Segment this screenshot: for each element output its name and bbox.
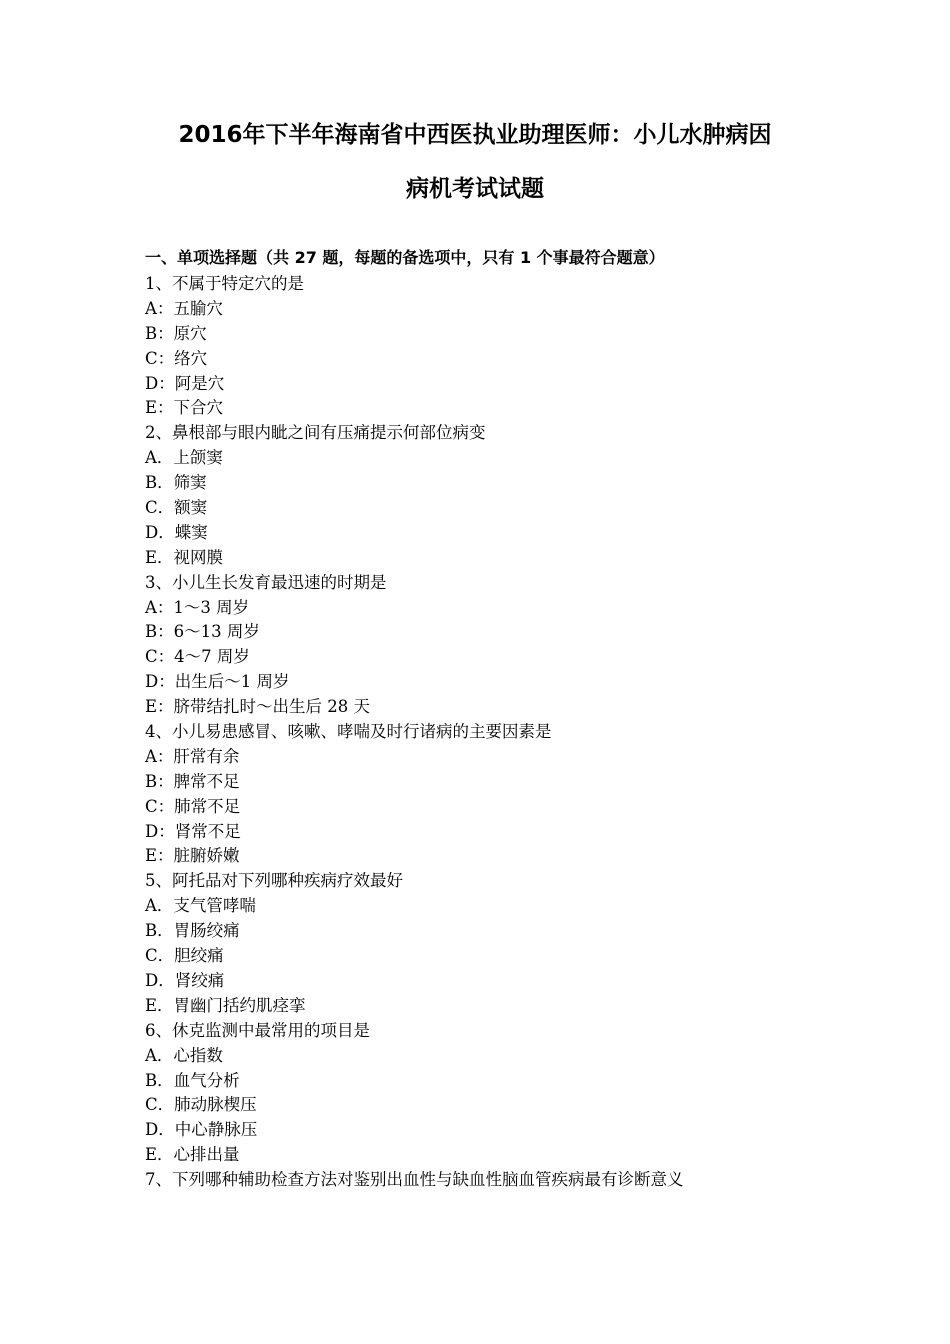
question-stem: 2、鼻根部与眼内眦之间有压痛提示何部位病变 [145,423,486,443]
answer-option: C：肺常不足 [145,796,241,816]
answer-option: A：1～3 周岁 [145,597,250,617]
question-stem: 7、下列哪种辅助检查方法对鉴别出血性与缺血性脑血管疾病最有诊断意义 [145,1170,684,1190]
answer-option: D．蝶窦 [145,522,208,542]
answer-option: E：下合穴 [145,398,224,418]
answer-option: C．肺动脉楔压 [145,1095,257,1115]
answer-option: D：阿是穴 [145,373,225,393]
answer-option: C：络穴 [145,348,208,368]
question-stem: 4、小儿易患感冒、咳嗽、哮喘及时行诸病的主要因素是 [145,722,552,742]
answer-option: A：肝常有余 [145,746,240,766]
document-title-line-2: 病机考试试题 [406,176,544,202]
question-list [145,272,905,1193]
answer-option: A：五腧穴 [145,298,223,318]
question-stem: 6、休克监测中最常用的项目是 [145,1020,370,1040]
answer-option: B：原穴 [145,323,207,343]
answer-option: E：脏腑娇嫩 [145,846,240,866]
answer-option: B：6～13 周岁 [145,622,260,642]
answer-option: D：出生后～1 周岁 [145,672,290,692]
answer-option: B：脾常不足 [145,771,240,791]
answer-option: A．支气管哮喘 [145,896,256,916]
answer-option: E．视网膜 [145,547,224,567]
question-stem: 3、小儿生长发育最迅速的时期是 [145,572,387,592]
question-stem: 5、阿托品对下列哪种疾病疗效最好 [145,871,403,891]
answer-option: D．肾绞痛 [145,970,225,990]
section-heading: 一、单项选择题（共 27 题，每题的备选项中，只有 1 个事最符合题意） [145,248,665,267]
question-stem: 1、不属于特定穴的是 [145,274,304,293]
answer-option: C：4～7 周岁 [145,647,250,667]
answer-option: E：脐带结扎时～出生后 28 天 [145,697,371,717]
answer-option: B．血气分析 [145,1070,240,1090]
answer-option: E．胃幽门括约肌痉挛 [145,995,306,1015]
answer-option: C．额窦 [145,498,208,518]
answer-option: C．胆绞痛 [145,946,224,966]
answer-option: E．心排出量 [145,1145,240,1165]
document-title-line-1: 2016年下半年海南省中西医执业助理医师：小儿水肿病因 [178,122,772,148]
answer-option: D：肾常不足 [145,821,241,841]
answer-option: B．筛窦 [145,473,207,493]
answer-option: A．心指数 [145,1045,223,1065]
answer-option: D．中心静脉压 [145,1120,258,1140]
answer-option: A．上颌窦 [145,448,223,468]
answer-option: B．胃肠绞痛 [145,921,240,941]
